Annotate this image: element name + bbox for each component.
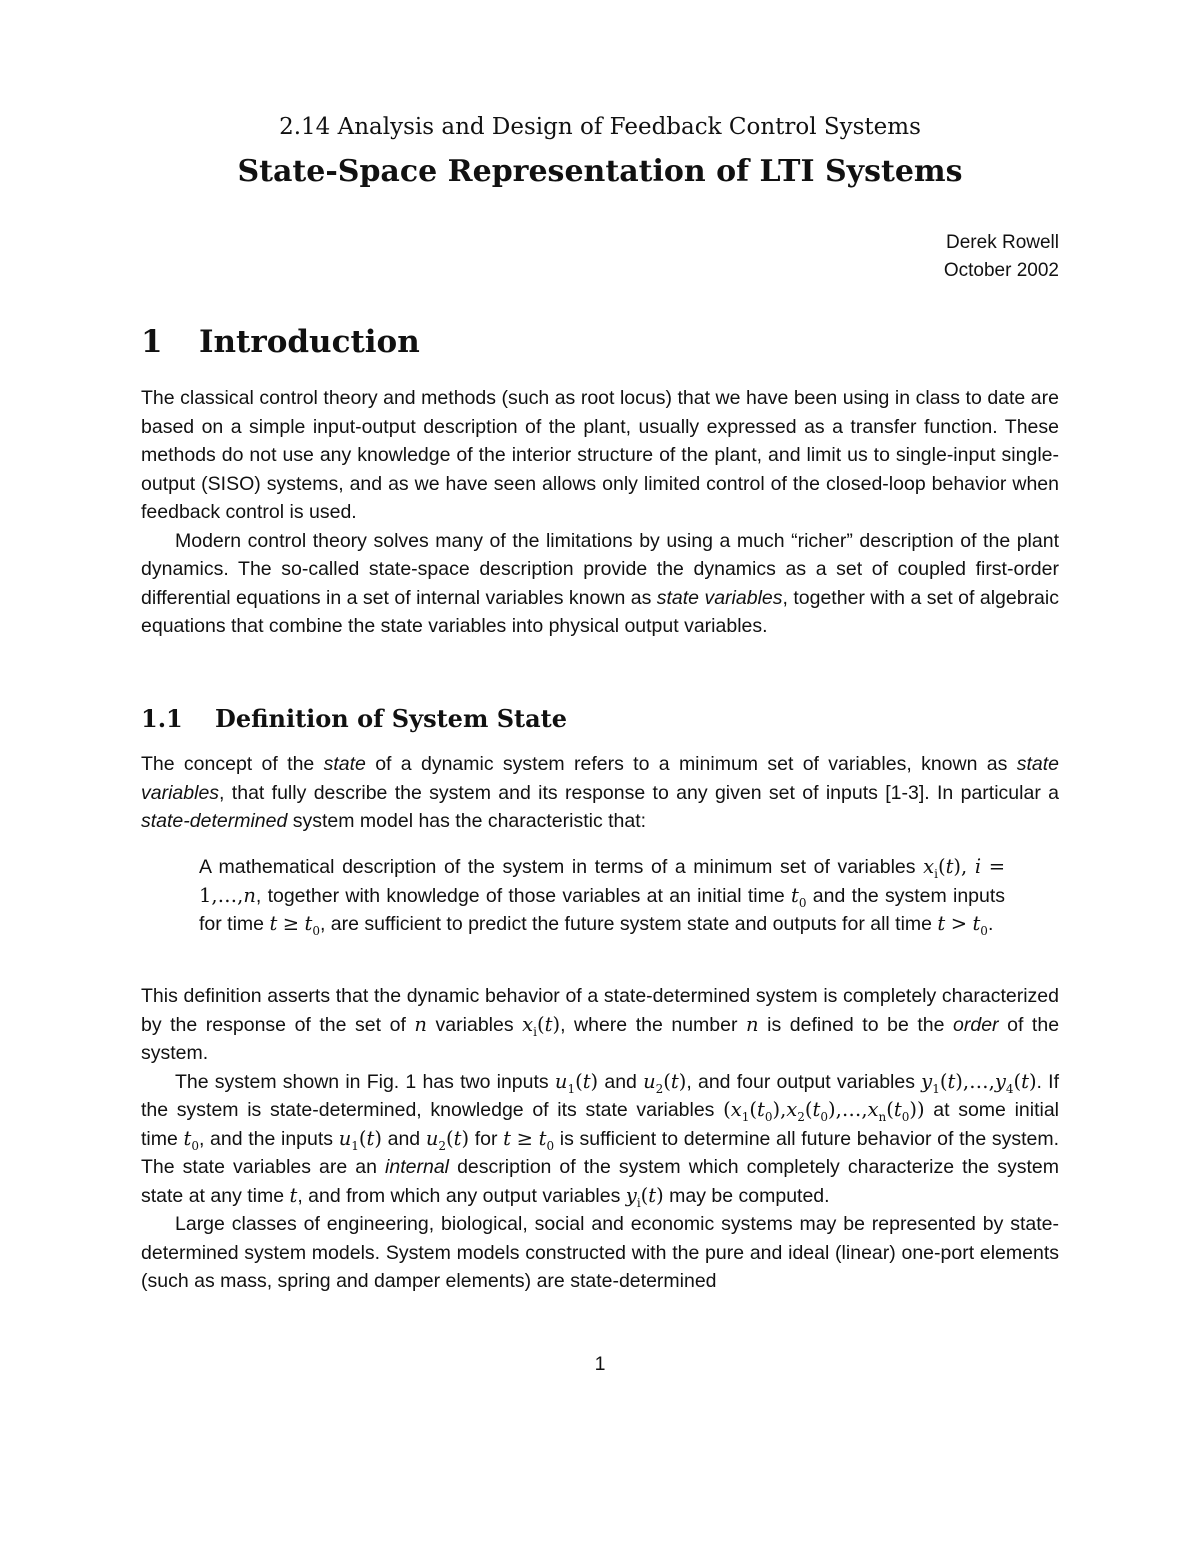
author-block xyxy=(944,229,1059,285)
section-title: Introduction xyxy=(199,324,420,360)
paper-date: October 2002 xyxy=(943,260,1059,281)
page-number: 1 xyxy=(594,1353,606,1375)
definition-quote xyxy=(199,853,1005,939)
definition-body-1 xyxy=(141,750,1059,836)
definition-paragraph-4: Large classes of engineering, biological, social and economic systems may be represented by state-determined system models. System models constructed with the pure and ideal (linear) one-port elements (such as mass, spring and damper elements) are state-determined xyxy=(141,1213,1059,1292)
subsection-heading-definition xyxy=(141,704,567,733)
course-title: 2.14 Analysis and Design of Feedback Control Systems xyxy=(279,114,921,140)
subsection-number: 1.1 xyxy=(141,704,183,733)
subsection-title: Definition of System State xyxy=(215,704,568,733)
definition-paragraph-2: This definition asserts that the dynamic behavior of a state-determined system is completely characterized by the response of the set of n variables $x_i(t)$, where the number n is defined to be the order of the system. xyxy=(141,985,1060,1064)
definition-paragraph-3: The system shown in Fig. 1 has two inputs $u_1(t)$ and $u_2(t)$, and four output variables $y_1(t),\dots,y_4(t)$. If the system is state-determined, knowledge of its state variables $(x_1(t_0),x_2(t_0),\dots,x_n(t_0))$ at some initial time $t_0$, and the inputs $u_1(t)$ and $u_2(t)$ for $t \ge t_0$ is sufficient to determine all future behavior of the system. The state variables are an internal description of the system which completely characterize the system state at any time t, and from which any output variables $y_i(t)$ may be computed. xyxy=(141,1069,1060,1210)
introduction-body xyxy=(141,384,1059,641)
section-number: 1 xyxy=(141,324,163,360)
author-name: Derek Rowell xyxy=(946,232,1059,253)
quote-text: A mathematical description of the system in terms of a minimum set of variables $x_i(t)$, i = 1,…,n, together with knowledge of those variables at an initial time $t_0$ and the system inputs for time $t \ge t_0$, are sufficient to predict the future system state and outputs for all time $t > t_0$. xyxy=(199,855,1006,938)
definition-body-2 xyxy=(141,982,1059,1296)
intro-paragraph-2: Modern control theory solves many of the limitations by using a much “richer” description of the plant dynamics. The so-called state-space description provide the dynamics as a set of coupled first-order differential equations in a set of internal variables known as state variables, together with a set of algebraic equations that combine the state variables into physical output variables. xyxy=(141,529,1059,637)
definition-paragraph-1: The concept of the state of a dynamic system refers to a minimum set of variables, known as state variables, that fully describe the system and its response to any given set of inputs [1-3]. In particular a state-determined system model has the characteristic that: xyxy=(141,753,1059,832)
section-heading-introduction xyxy=(141,324,420,360)
intro-paragraph-1: The classical control theory and methods (such as root locus) that we have been using in class to date are based on a simple input-output description of the plant, usually expressed as a transfer function. These methods do not use any knowledge of the interior structure of the plant, and limit us to single-input single-output (SISO) systems, and as we have seen allows only limited control of the closed-loop behavior when feedback control is used. xyxy=(141,387,1059,523)
paper-title: State-Space Representation of LTI Systems xyxy=(237,154,963,189)
